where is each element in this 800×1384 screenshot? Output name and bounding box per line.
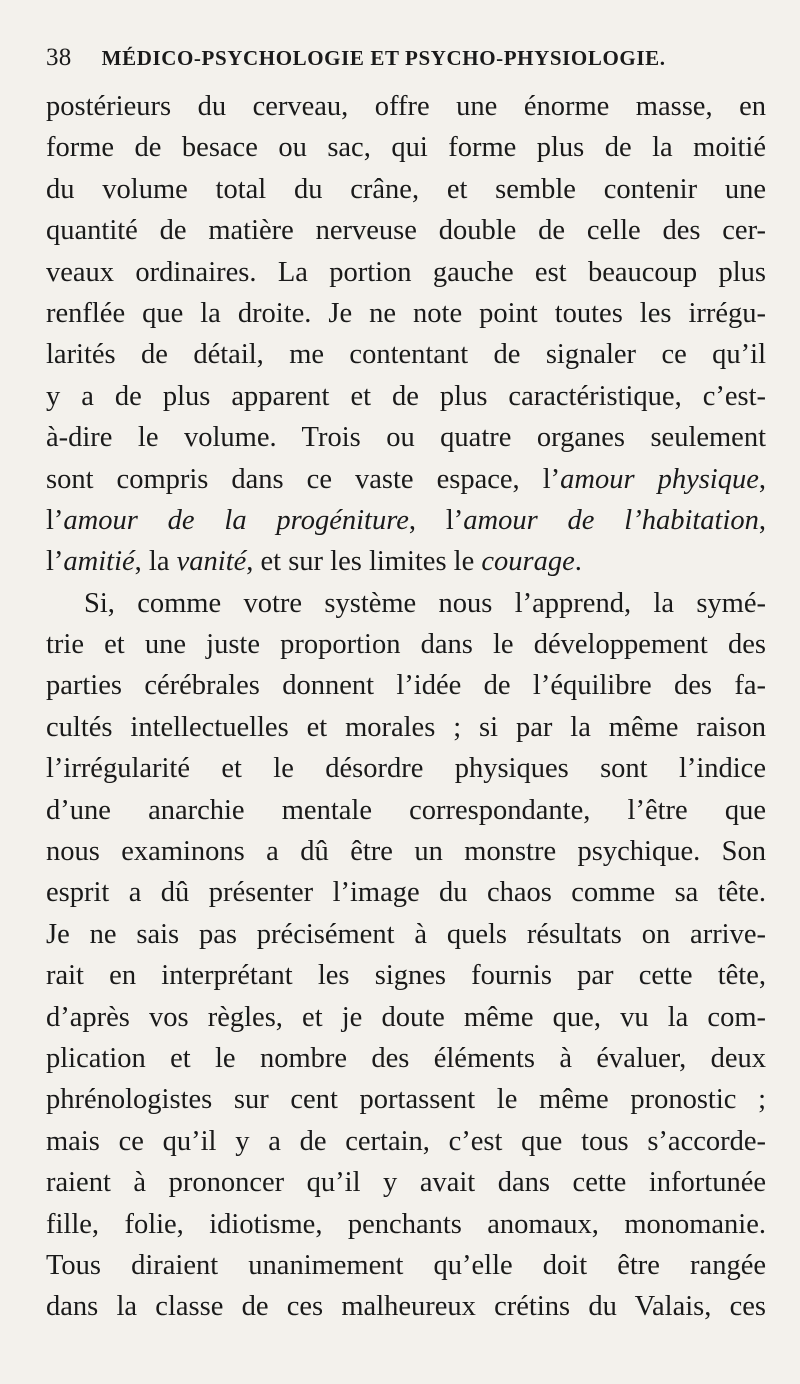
text-segment: quantité de matière nerveuse double de celle des cer- bbox=[46, 215, 766, 247]
italic-text: amitié bbox=[63, 546, 135, 578]
running-title: MÉDICO-PSYCHOLOGIE ET PSYCHO-PHYSIOLOGIE. bbox=[101, 46, 666, 70]
text-line bbox=[46, 1079, 766, 1120]
italic-text: amour physique bbox=[560, 463, 759, 495]
text-line bbox=[46, 914, 766, 955]
text-segment: sont compris dans ce vaste espace, l’ bbox=[46, 463, 561, 495]
text-line bbox=[46, 790, 766, 831]
text-line bbox=[46, 748, 766, 789]
body-text bbox=[46, 86, 766, 1328]
text-segment: fille, folie, idiotisme, penchants anomaux, monomanie. bbox=[46, 1208, 766, 1240]
page-number: 38 bbox=[46, 44, 72, 71]
text-segment: , et sur les limites le bbox=[246, 546, 482, 578]
text-line bbox=[46, 707, 766, 748]
text-line bbox=[46, 252, 766, 293]
italic-text: vanité bbox=[176, 546, 247, 578]
text-segment: raient à prononcer qu’il y avait dans cette infortunée bbox=[46, 1167, 766, 1199]
text-segment: d’une anarchie mentale correspondante, l’être que bbox=[46, 794, 766, 826]
text-segment: Si, comme votre système nous l’apprend, la symé- bbox=[84, 587, 766, 619]
text-segment: renflée que la droite. Je ne note point toutes les irrégu- bbox=[46, 297, 766, 329]
text-line bbox=[46, 210, 766, 251]
text-segment: à-dire le volume. Trois ou quatre organes seulement bbox=[46, 422, 766, 454]
text-line bbox=[46, 997, 766, 1038]
italic-text: amour de l’habitation bbox=[463, 504, 759, 536]
text-line bbox=[46, 1162, 766, 1203]
text-segment: d’après vos règles, et je doute même que, vu la com- bbox=[46, 1001, 766, 1033]
italic-text: amour de la progéniture bbox=[63, 504, 409, 536]
text-segment: , bbox=[758, 504, 766, 536]
text-segment: Tous diraient unanimement qu’elle doit être rangée bbox=[46, 1249, 766, 1281]
text-segment: du volume total du crâne, et semble contenir une bbox=[46, 173, 766, 205]
text-line bbox=[46, 459, 766, 500]
text-segment: larités de détail, me contentant de signaler ce qu’il bbox=[46, 339, 766, 371]
text-segment: l’ bbox=[46, 546, 64, 578]
text-segment: forme de besace ou sac, qui forme plus de la moitié bbox=[46, 132, 766, 164]
text-segment: , bbox=[758, 463, 766, 495]
text-line bbox=[46, 665, 766, 706]
text-segment: parties cérébrales donnent l’idée de l’équilibre des fa- bbox=[46, 670, 766, 702]
text-segment: phrénologistes sur cent portassent le même pronostic ; bbox=[46, 1084, 766, 1116]
text-line bbox=[46, 1204, 766, 1245]
running-head bbox=[46, 44, 766, 80]
text-line bbox=[46, 86, 766, 127]
text-line bbox=[46, 417, 766, 458]
text-line bbox=[46, 1038, 766, 1079]
text-segment: , la bbox=[134, 546, 177, 578]
text-segment: y a de plus apparent et de plus caractéristique, c’est- bbox=[46, 380, 766, 412]
text-line bbox=[46, 624, 766, 665]
text-segment: postérieurs du cerveau, offre une énorme masse, en bbox=[46, 91, 766, 122]
text-line bbox=[46, 955, 766, 996]
text-segment: . bbox=[574, 546, 582, 578]
text-segment: esprit a dû présenter l’image du chaos comme sa tête. bbox=[46, 877, 766, 909]
text-segment: plication et le nombre des éléments à évaluer, deux bbox=[46, 1042, 766, 1074]
text-line bbox=[46, 583, 766, 624]
text-segment: dans la classe de ces malheureux crétins du Valais, ces bbox=[46, 1291, 766, 1323]
text-segment: mais ce qu’il y a de certain, c’est que tous s’accorde- bbox=[46, 1125, 766, 1157]
text-line bbox=[46, 334, 766, 375]
text-line bbox=[46, 293, 766, 334]
text-segment: rait en interprétant les signes fournis par cette tête, bbox=[46, 960, 766, 992]
text-segment: l’ bbox=[46, 504, 64, 536]
text-line bbox=[46, 541, 766, 582]
text-line bbox=[46, 1121, 766, 1162]
text-segment: veaux ordinaires. La portion gauche est beaucoup plus bbox=[46, 256, 766, 288]
text-line bbox=[46, 1286, 766, 1327]
text-segment: Je ne sais pas précisément à quels résultats on arrive- bbox=[46, 918, 766, 950]
text-segment: , l’ bbox=[408, 504, 464, 536]
text-segment: l’irrégularité et le désordre physiques sont l’indice bbox=[46, 753, 766, 785]
text-line bbox=[46, 169, 766, 210]
text-line bbox=[46, 1245, 766, 1286]
text-line bbox=[46, 376, 766, 417]
italic-text: courage bbox=[481, 546, 575, 578]
text-segment: cultés intellectuelles et morales ; si par la même raison bbox=[46, 711, 766, 743]
text-segment: nous examinons a dû être un monstre psychique. Son bbox=[46, 836, 766, 868]
text-line bbox=[46, 872, 766, 913]
text-line bbox=[46, 500, 766, 541]
text-line bbox=[46, 831, 766, 872]
text-line bbox=[46, 127, 766, 168]
text-segment: trie et une juste proportion dans le développement des bbox=[46, 629, 766, 661]
